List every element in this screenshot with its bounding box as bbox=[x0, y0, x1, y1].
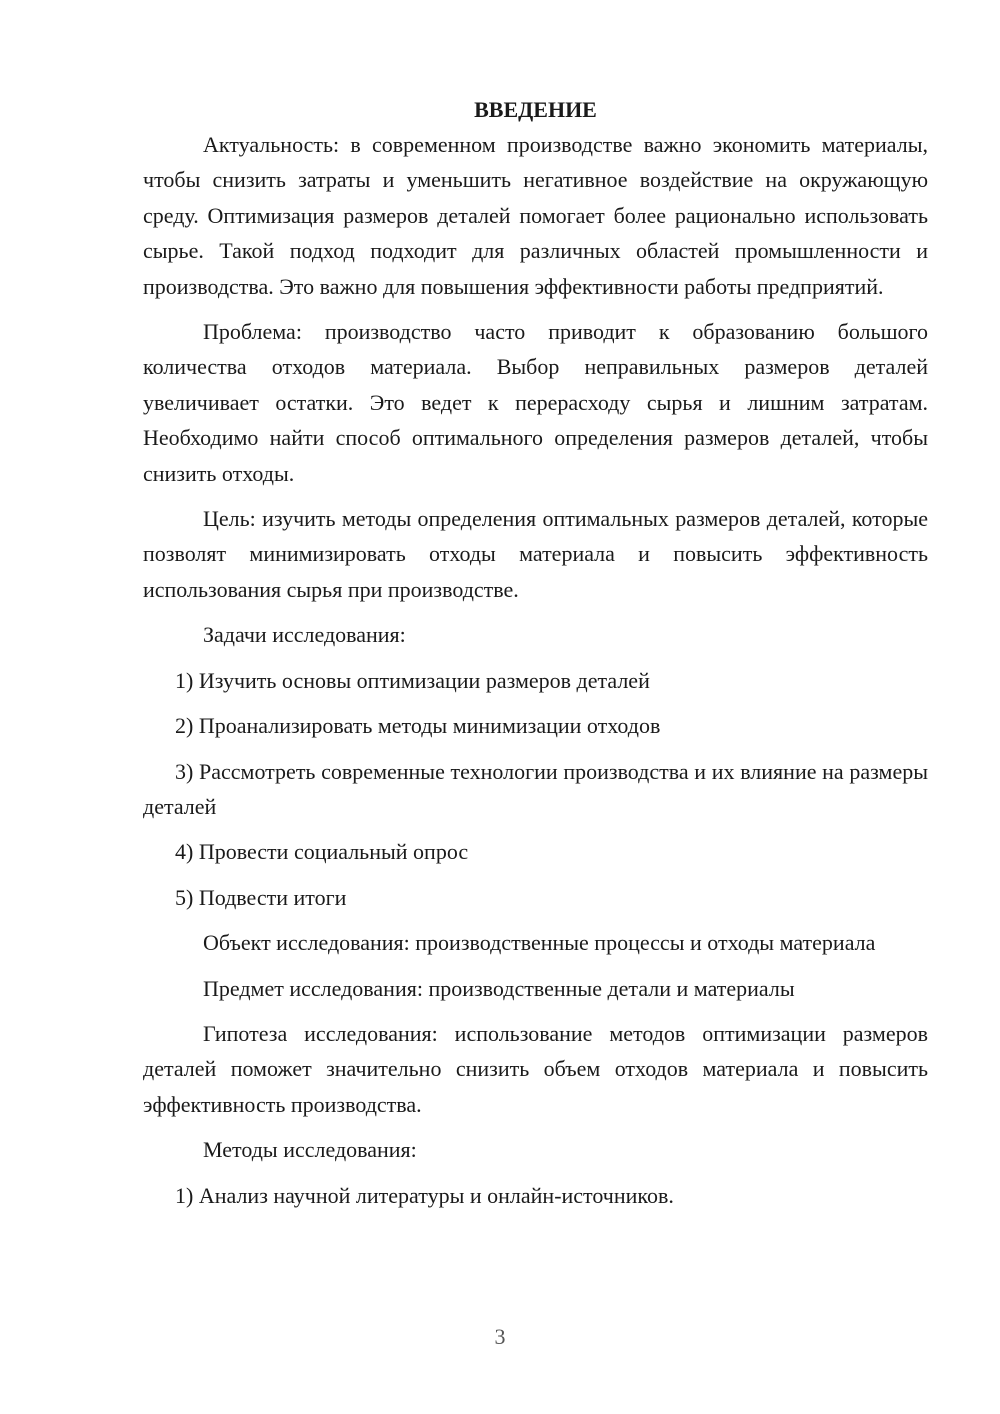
task-item-3: 3) Рассмотреть современные технологии производства и их влияние на размеры деталей bbox=[143, 758, 928, 819]
paragraph-goal: Цель: изучить методы определения оптимальных размеров деталей, которые позволят минимизировать отходы материала и повысить эффективность использования сырья при производстве. bbox=[143, 506, 928, 602]
paragraph-subject: Предмет исследования: производственные детали и материалы bbox=[203, 975, 795, 1001]
paragraph-object: Объект исследования: производственные процессы и отходы материала bbox=[203, 930, 876, 956]
paragraph-tasks-heading: Задачи исследования: bbox=[203, 622, 406, 648]
paragraph-relevance: Актуальность: в современном производстве важно экономить материалы, чтобы снизить затраты и уменьшить негативное воздействие на окружающую среду. Оптимизация размеров деталей помогает более рационально использовать сырье. Такой подход подходит для различных областей промышленности и производства. Это важно для повышения эффективности работы предприятий. bbox=[143, 132, 928, 299]
task-item-2: 2) Проанализировать методы минимизации отходов bbox=[175, 713, 661, 739]
task-item-5: 5) Подвести итоги bbox=[175, 884, 347, 910]
task-item-4: 4) Провести социальный опрос bbox=[175, 839, 469, 865]
method-item-1: 1) Анализ научной литературы и онлайн-источников. bbox=[175, 1182, 674, 1208]
document-page bbox=[143, 92, 928, 1213]
task-item-1: 1) Изучить основы оптимизации размеров деталей bbox=[175, 667, 650, 693]
paragraph-problem: Проблема: производство часто приводит к образованию большого количества отходов материала. Выбор неправильных размеров деталей увеличивает остатки. Это ведет к перерасходу сырья и лишним затратам. Необходимо найти способ оптимального определения размеров деталей, чтобы снизить отходы. bbox=[143, 319, 928, 486]
page-number: 3 bbox=[494, 1324, 506, 1349]
page-title: ВВЕДЕНИЕ bbox=[474, 97, 597, 122]
paragraph-methods-heading: Методы исследования: bbox=[203, 1137, 417, 1163]
paragraph-hypothesis: Гипотеза исследования: использование методов оптимизации размеров деталей поможет значительно снизить объем отходов материала и повысить эффективность производства. bbox=[143, 1020, 928, 1117]
